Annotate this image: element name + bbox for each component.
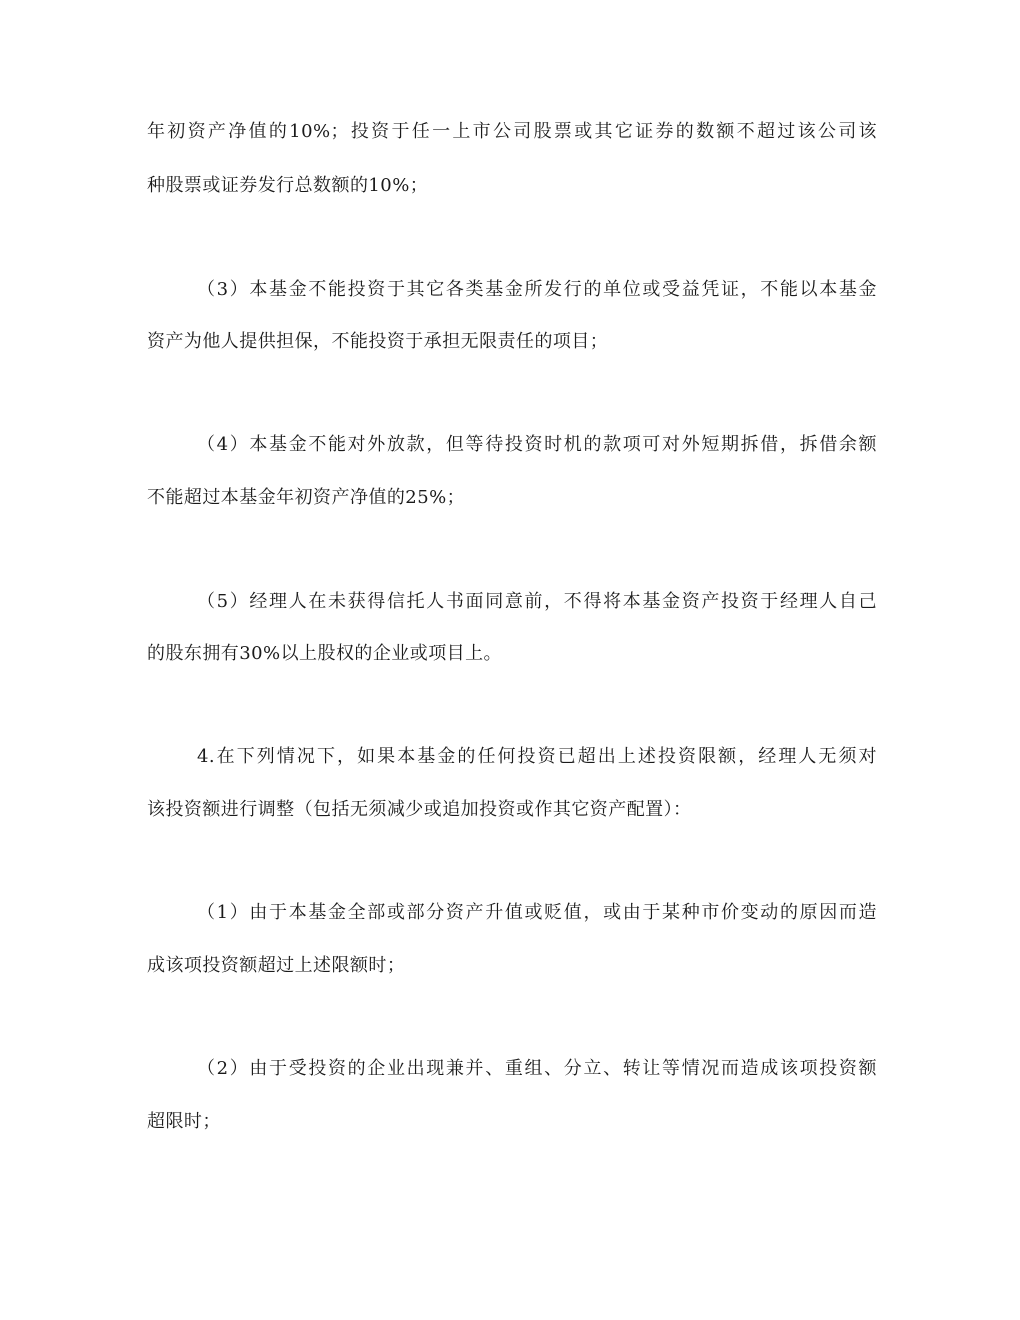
paragraph-line: 年初资产净值的10%；投资于任一上市公司股票或其它证券的数额不超过该公司该 [147,121,877,142]
paragraph-line: 4.在下列情况下，如果本基金的任何投资已超出上述投资限额，经理人无须对 [197,746,877,767]
paragraph-line: 该投资额进行调整（包括无须减少或追加投资或作其它资产配置）： [147,799,692,820]
paragraph-line: 成该项投资额超过上述限额时； [147,955,406,976]
paragraph-line: 资产为他人提供担保，不能投资于承担无限责任的项目； [147,331,609,352]
paragraph-line: 超限时； [147,1111,221,1132]
paragraph-line: 不能超过本基金年初资产净值的25%； [147,487,466,508]
paragraph-line: （4）本基金不能对外放款，但等待投资时机的款项可对外短期拆借，拆借余额 [197,434,877,455]
paragraph-line: 种股票或证券发行总数额的10%； [147,175,429,196]
paragraph-line: （1）由于本基金全部或部分资产升值或贬值，或由于某种市价变动的原因而造 [197,902,877,923]
paragraph-line: （3）本基金不能投资于其它各类基金所发行的单位或受益凭证，不能以本基金 [197,279,877,300]
paragraph-line: （5）经理人在未获得信托人书面同意前，不得将本基金资产投资于经理人自己 [197,591,877,612]
paragraph-line: （2）由于受投资的企业出现兼并、重组、分立、转让等情况而造成该项投资额 [197,1058,877,1079]
paragraph-line: 的股东拥有30%以上股权的企业或项目上。 [147,643,503,664]
